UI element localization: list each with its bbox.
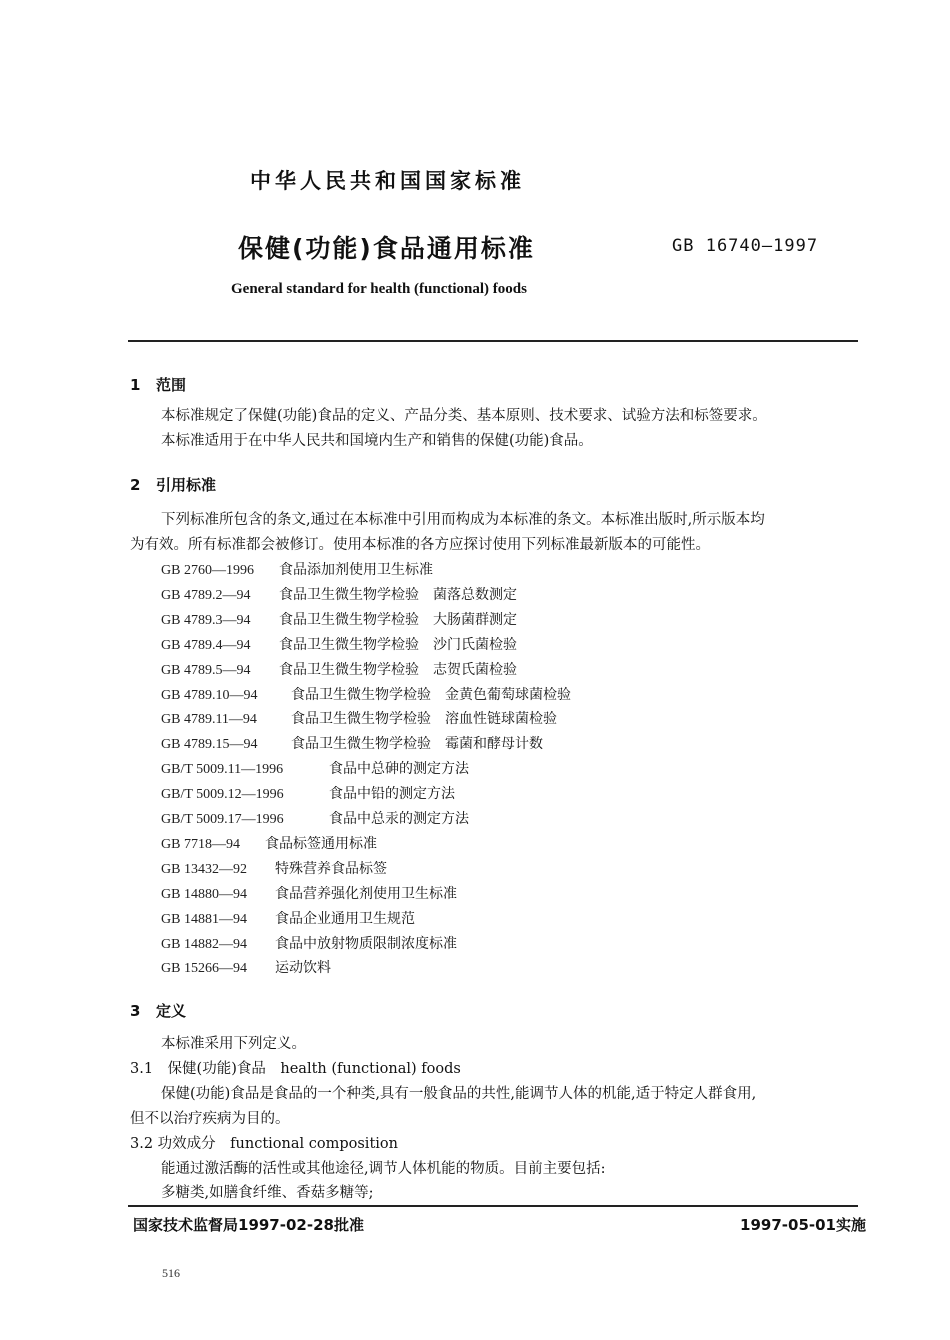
standard-code: GB 16740—1997	[672, 236, 819, 256]
reference-item	[161, 957, 331, 977]
approval-note: 国家技术监督局1997-02-28批准	[133, 1216, 364, 1234]
reference-title: 食品添加剂使用卫生标准	[279, 562, 433, 578]
reference-code: GB 2760—1996	[161, 563, 254, 578]
reference-item	[161, 758, 469, 778]
reference-code: GB 4789.15—94	[161, 737, 258, 753]
reference-item	[161, 559, 433, 579]
section-number: 3	[130, 1002, 141, 1020]
reference-item	[161, 584, 517, 604]
reference-item	[161, 733, 543, 753]
reference-title: 食品卫生微生物学检验 菌落总数测定	[279, 586, 517, 603]
reference-title: 食品卫生微生物学检验 溶血性链球菌检验	[291, 711, 557, 728]
implementation-date: 1997-05-01实施	[740, 1216, 866, 1234]
reference-code: GB 4789.3—94	[161, 612, 251, 628]
reference-title: 食品中放射物质限制浓度标准	[275, 935, 457, 952]
reference-item	[161, 634, 517, 654]
definition-3-2-line-1: 能通过激活酶的活性或其他途径,调节人体机能的物质。目前主要包括:	[161, 1161, 606, 1177]
reference-code: GB 7718—94	[161, 836, 240, 852]
reference-item	[161, 808, 469, 828]
reference-title: 食品营养强化剂使用卫生标准	[275, 885, 457, 902]
reference-item	[161, 933, 457, 953]
reference-item	[161, 858, 387, 878]
reference-code: GB 4789.11—94	[161, 712, 257, 728]
reference-title: 食品卫生微生物学检验 沙门氏菌检验	[279, 636, 517, 653]
reference-item	[161, 684, 571, 704]
document-title: 保健(功能)食品通用标准	[238, 234, 535, 263]
definition-3-1-line-1: 保健(功能)食品是食品的一个种类,具有一般食品的共性,能调节人体的机能,适于特定人群食用,	[161, 1086, 757, 1102]
reference-code: GB 4789.5—94	[161, 662, 251, 678]
section-title: 定义	[156, 1002, 187, 1020]
reference-code: GB 15266—94	[161, 961, 247, 977]
reference-code: GB 4789.2—94	[161, 587, 251, 603]
reference-code: GB/T 5009.17—1996	[161, 812, 284, 827]
reference-title: 食品中铅的测定方法	[329, 786, 455, 803]
reference-title: 食品标签通用标准	[265, 835, 377, 852]
section-1-heading	[130, 374, 186, 395]
definition-3-1-term: 3.1 保健(功能)食品 health (functional) foods	[130, 1061, 461, 1077]
reference-item	[161, 908, 415, 928]
reference-item	[161, 833, 377, 853]
definition-3-2-line-2: 多糖类,如膳食纤维、香菇多糖等;	[161, 1185, 374, 1201]
header-divider	[128, 340, 858, 342]
reference-title: 食品卫生微生物学检验 大肠菌群测定	[279, 611, 517, 628]
section-number: 1	[130, 376, 141, 394]
definition-3-1-line-2: 但不以治疗疾病为目的。	[130, 1111, 290, 1127]
section-1-paragraph-2: 本标准适用于在中华人民共和国境内生产和销售的保健(功能)食品。	[161, 433, 593, 449]
reference-item	[161, 883, 457, 903]
reference-item	[161, 659, 517, 679]
reference-title: 食品卫生微生物学检验 霉菌和酵母计数	[291, 736, 543, 753]
section-2-intro-line-2: 为有效。所有标准都会被修订。使用本标准的各方应探讨使用下列标准最新版本的可能性。	[130, 537, 710, 553]
reference-code: GB 4789.4—94	[161, 637, 251, 653]
section-1-paragraph-1: 本标准规定了保健(功能)食品的定义、产品分类、基本原则、技术要求、试验方法和标签要求。	[161, 408, 767, 424]
reference-title: 特殊营养食品标签	[275, 860, 387, 877]
reference-title: 运动饮料	[275, 960, 331, 977]
section-2-intro-line-1: 下列标准所包含的条文,通过在本标准中引用而构成为本标准的条文。本标准出版时,所示版本均	[161, 512, 765, 528]
section-number: 2	[130, 476, 141, 494]
reference-title: 食品中总汞的测定方法	[329, 811, 469, 827]
reference-code: GB 13432—92	[161, 861, 247, 877]
reference-code: GB 4789.10—94	[161, 687, 258, 703]
section-2-heading	[130, 474, 216, 495]
reference-item	[161, 609, 517, 629]
reference-title: 食品企业通用卫生规范	[275, 910, 415, 927]
reference-title: 食品卫生微生物学检验 金黄色葡萄球菌检验	[291, 686, 571, 703]
section-title: 范围	[156, 376, 187, 394]
section-3-heading	[130, 1000, 186, 1021]
definition-3-2-term: 3.2 功效成分 functional composition	[130, 1136, 398, 1152]
reference-code: GB/T 5009.12—1996	[161, 787, 284, 803]
footer-divider	[128, 1205, 858, 1207]
section-title: 引用标准	[156, 476, 217, 494]
reference-title: 食品中总砷的测定方法	[329, 761, 469, 778]
page-number: 516	[162, 1266, 180, 1280]
section-3-intro: 本标准采用下列定义。	[161, 1036, 306, 1052]
reference-code: GB 14880—94	[161, 886, 247, 902]
reference-code: GB 14881—94	[161, 911, 247, 927]
reference-item	[161, 783, 455, 803]
national-standard-heading: 中华人民共和国国家标准	[250, 169, 525, 193]
reference-code: GB/T 5009.11—1996	[161, 762, 284, 778]
reference-item	[161, 708, 557, 728]
reference-code: GB 14882—94	[161, 936, 247, 952]
english-title: General standard for health (functional) foods	[231, 281, 527, 297]
reference-title: 食品卫生微生物学检验 志贺氏菌检验	[279, 661, 517, 678]
